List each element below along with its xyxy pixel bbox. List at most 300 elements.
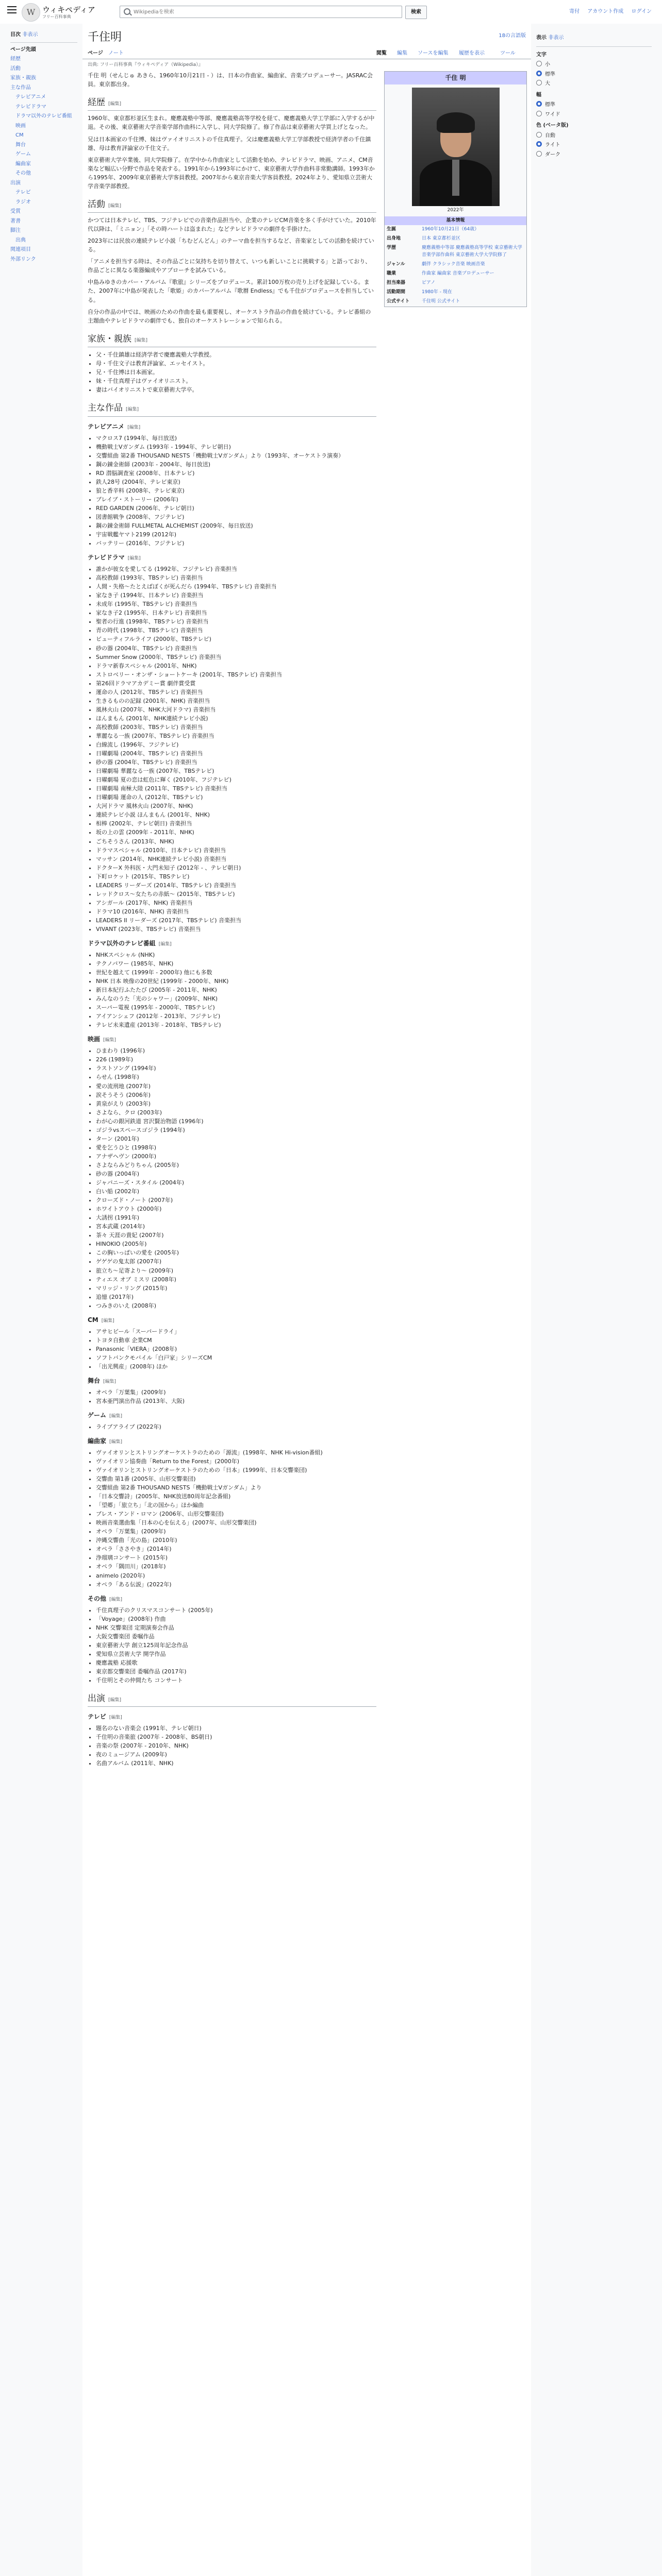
list-item: • この胸いっぱいの愛を (2005年) bbox=[96, 1248, 376, 1257]
edit-link[interactable]: [編集] bbox=[126, 407, 139, 413]
anime-list bbox=[88, 434, 376, 548]
list-item: • ヴァイオリン協奏曲「Return to the Forest」(2000年) bbox=[96, 1457, 376, 1466]
language-selector[interactable]: 18の言語版 bbox=[499, 33, 526, 39]
list-item: • さよなら、クロ (2003年) bbox=[96, 1108, 376, 1117]
subsection-cm: CM [編集] bbox=[88, 1316, 114, 1324]
list-item: • 千住明とその仲間たち コンサート bbox=[96, 1676, 376, 1685]
list-item: • 映画音楽選曲集「日本の心を伝える」(2007年、山形交響楽団) bbox=[96, 1518, 376, 1527]
stage-list bbox=[88, 1388, 376, 1405]
list-item: • ストロベリー・オンザ・ショートケーキ (2001年、TBSテレビ) 音楽担当 bbox=[96, 670, 376, 679]
appearance-heading: 表示 非表示 bbox=[536, 35, 564, 41]
subsection-anime: テレビアニメ [編集] bbox=[88, 422, 141, 430]
list-item: • LEADERS リーダーズ (2014年、TBSテレビ) 音楽担当 bbox=[96, 881, 376, 890]
list-item: • ごちそうさん (2013年、NHK) bbox=[96, 837, 376, 846]
paragraph: 2023年には民放の連続テレビ小説「ちむどんどん」のテーマ曲を担当するなど、音楽家としての活動を続けている。 bbox=[88, 238, 374, 253]
appearance-hide-button[interactable]: 非表示 bbox=[548, 35, 564, 41]
tab-page[interactable]: ページ bbox=[88, 50, 103, 56]
subsection-game: ゲーム [編集] bbox=[88, 1411, 123, 1419]
width-heading: 幅 bbox=[536, 92, 541, 98]
radio-button-icon[interactable] bbox=[536, 101, 542, 107]
list-item: • ブレイブ・ストーリー (2006年) bbox=[96, 495, 376, 504]
color-heading: 色 (ベータ版) bbox=[536, 123, 569, 128]
list-item: • 音楽の祭 (2007年 - 2010年、NHK) bbox=[96, 1741, 376, 1750]
list-item: • 砂の器 (2004年、TBSテレビ) 音楽担当 bbox=[96, 644, 376, 653]
radio-option[interactable] bbox=[536, 141, 652, 149]
article-body bbox=[88, 71, 376, 1770]
list-item: • 鋼の錬金術師 FULLMETAL ALCHEMIST (2009年、毎日放送) bbox=[96, 521, 376, 530]
paragraph: 東京藝術大学卒業後、同大学院修了。在学中から作曲家として活動を始め、テレビドラマ、映画、アニメ、CM音楽など幅広い分野で作品を発表する。1991年から1993年にかけて、東京藝術大学作曲科非常勤講師。1993年から1995年、2009年東京藝術大学客員教授。2007年から東京音楽大学客員教授。2024年より、愛知県立芸術大学音楽学部教授。 bbox=[88, 156, 375, 190]
list-item: • 日曜劇場 華麗なる一族 (2007年、TBSテレビ) bbox=[96, 767, 376, 775]
infobox-key: 活動期間 bbox=[387, 290, 406, 295]
appearance-sidebar bbox=[536, 31, 652, 160]
list-item: • 風林火山 (2007年、NHK大河ドラマ) 音楽担当 bbox=[96, 705, 376, 714]
list-item: • ヴァイオリンとストリングオーケストラのための「日本」(1999年、日本交響楽団) bbox=[96, 1466, 376, 1475]
list-item: • ティエス オブ ミスリ (2008年) bbox=[96, 1275, 376, 1284]
edit-link[interactable]: [編集] bbox=[109, 1439, 123, 1445]
list-item: • 第26回ドラマアカデミー賞 劇伴賞受賞 bbox=[96, 679, 376, 688]
infobox-key: 出身地 bbox=[387, 236, 401, 242]
paragraph: 自分の作品の中では、映画のための作曲を最も重要視し、オーケストラ作品の作曲を続けている。テレビ番組の主題曲やテレビドラマの劇伴でも、独自のオーケストレーションで知られる。 bbox=[88, 308, 371, 324]
list-item: • 浄瑠璃コンサート (2015年) bbox=[96, 1553, 376, 1562]
paragraph: 中島みゆきのカバー・アルバム『歌旅』シリーズをプロデュース。累計100万枚の売り上げを記録している。また、2007年に中島が発表した「歌姫」のカバーアルバム『歌暦 Endless』でも千住がプロデュースを担当している。 bbox=[88, 279, 374, 303]
list-item: • 家なき子2 (1995年、日本テレビ) 音楽担当 bbox=[96, 608, 376, 617]
infobox-table bbox=[385, 225, 526, 306]
drama-list bbox=[88, 565, 376, 934]
subsection-tv-other: ドラマ以外のテレビ番組 [編集] bbox=[88, 940, 172, 947]
list-item: • 「Voyage」(2008年) 作曲 bbox=[96, 1615, 376, 1623]
tab-edit-source[interactable]: ソースを編集 bbox=[418, 50, 449, 56]
list-item: • 新日本紀行ふたたび (2005年 - 2011年、NHK) bbox=[96, 986, 376, 994]
infobox-key: 担当楽器 bbox=[387, 280, 406, 286]
list-item: • クローズド・ノート (2007年) bbox=[96, 1196, 376, 1205]
list-item: • 226 (1989年) bbox=[96, 1055, 376, 1064]
main-menu-icon[interactable] bbox=[7, 6, 16, 13]
list-item: • ドラマ10 (2016年、NHK) 音楽担当 bbox=[96, 907, 376, 916]
list-item: • 日曜劇場 (2004年、TBSテレビ) 音楽担当 bbox=[96, 749, 376, 758]
toc-item[interactable]: 編曲家 bbox=[15, 161, 31, 167]
list-item: • 白い船 (2002年) bbox=[96, 1187, 376, 1196]
list-item: • 連続テレビ小説 ほんまもん (2001年、NHK) bbox=[96, 810, 376, 819]
toc-hide-button[interactable]: 非表示 bbox=[22, 32, 38, 38]
toc-item[interactable]: ページ先頭 bbox=[10, 46, 36, 53]
portrait-photo[interactable] bbox=[412, 88, 500, 206]
infobox-row bbox=[385, 269, 526, 279]
list-item: • オペラ「万葉集」(2009年) bbox=[96, 1388, 376, 1397]
list-item: • 相棒 (2002年、テレビ朝日) 音楽担当 bbox=[96, 819, 376, 828]
list-item: • 旅立ち〜足寄より〜 (2009年) bbox=[96, 1266, 376, 1275]
list-item: • 大誘拐 (1991年) bbox=[96, 1213, 376, 1222]
infobox-row bbox=[385, 279, 526, 288]
infobox-key: 学歴 bbox=[387, 245, 396, 251]
radio-option[interactable] bbox=[536, 111, 652, 119]
list-item: • テレビ未来遺産 (2013年 - 2018年、TBSテレビ) bbox=[96, 1021, 376, 1029]
main-content bbox=[82, 24, 531, 2576]
list-item: • 機動戦士Vガンダム (1993年 - 1994年、テレビ朝日) bbox=[96, 443, 376, 451]
infobox-key: ジャンル bbox=[387, 262, 405, 267]
list-item: • 未成年 (1995年、TBSテレビ) 音楽担当 bbox=[96, 600, 376, 608]
radio-option[interactable] bbox=[536, 61, 652, 69]
width-options bbox=[536, 101, 652, 118]
list-item: • 誰かが彼女を愛してる (1992年、フジテレビ) 音楽担当 bbox=[96, 565, 376, 573]
section-appearances: 出演 [編集] bbox=[88, 1692, 376, 1707]
list-item: • NHK 日本 映像の20世紀 (1999年 - 2000年、NHK) bbox=[96, 977, 376, 986]
list-item: • 名曲アルバム (2011年、NHK) bbox=[96, 1759, 376, 1768]
edit-link[interactable]: [編集] bbox=[109, 1597, 123, 1602]
search-box[interactable] bbox=[120, 6, 402, 18]
arranger-list bbox=[88, 1448, 376, 1589]
text-size-options bbox=[536, 61, 652, 88]
list-item: • 夜のミュージアム (2009年) bbox=[96, 1750, 376, 1759]
list-item: • 青の時代 (1998年、TBSテレビ) 音楽担当 bbox=[96, 626, 376, 635]
list-item: • バッテリー (2016年、フジテレビ) bbox=[96, 539, 376, 548]
paragraph: 1960年、東京都杉並区生まれ。慶應義塾中等部、慶應義塾高等学校を経て、慶應義塾大学工学部に入学するが中退。その後、東京藝術大学音楽学部作曲科に入学し、同大学院修了。修了作品は東京藝術大学買上げとなった。 bbox=[88, 115, 375, 131]
list-item: • 「望郷」「旅立ち」「北の国から」ほか編曲 bbox=[96, 1501, 376, 1510]
list-item: • アイアンシェフ (2012年 - 2013年、フジテレビ) bbox=[96, 1012, 376, 1021]
tab-edit[interactable]: 編集 bbox=[397, 50, 407, 56]
list-item: • マクロス7 (1994年、毎日放送) bbox=[96, 434, 376, 443]
list-item: • 愛を乞うひと (1998年) bbox=[96, 1143, 376, 1152]
list-item: • オペラ「ささやき」(2014年) bbox=[96, 1545, 376, 1553]
list-item: • つみきのいえ (2008年) bbox=[96, 1301, 376, 1310]
radio-option[interactable] bbox=[536, 132, 652, 140]
list-item: • 世紀を越えて (1999年 - 2000年) 他にも多数 bbox=[96, 968, 376, 977]
edit-link[interactable]: [編集] bbox=[108, 203, 122, 209]
radio-button-icon[interactable] bbox=[536, 71, 542, 76]
toc-item[interactable]: テレビ bbox=[15, 190, 31, 195]
film-list bbox=[88, 1046, 376, 1310]
list-item: • ひまわり (1996年) bbox=[96, 1046, 376, 1055]
list-item: • ブレス・アンド・ロマン (2006年、山形交響楽団) bbox=[96, 1510, 376, 1518]
list-item: • 題名のない音楽会 (1991年、テレビ朝日) bbox=[96, 1724, 376, 1733]
list-item: • 愛知県立芸術大学 開学作品 bbox=[96, 1650, 376, 1658]
color-options bbox=[536, 132, 652, 159]
radio-option[interactable] bbox=[536, 80, 652, 88]
career-text bbox=[88, 114, 376, 190]
list-item: • 宮本亜門演出作品 (2013年、大阪) bbox=[96, 1397, 376, 1405]
list-item: • 妹・千住真理子はヴァイオリニスト。 bbox=[96, 377, 376, 385]
infobox-key: 職業 bbox=[387, 271, 396, 277]
toc-sidebar bbox=[10, 31, 77, 265]
list-item: • トヨタ自動車 企業CM bbox=[96, 1336, 376, 1345]
radio-option[interactable] bbox=[536, 151, 652, 159]
list-item: • 妻はバイオリニストで東京藝術大学卒。 bbox=[96, 385, 376, 394]
search-icon bbox=[124, 8, 130, 15]
toc-item[interactable]: 活動 bbox=[10, 65, 21, 72]
radio-option[interactable] bbox=[536, 71, 652, 79]
toc-item[interactable]: ゲーム bbox=[15, 151, 31, 157]
toc-item[interactable]: ドラマ以外のテレビ番組 bbox=[15, 113, 72, 119]
list-item: • テクノパワー (1985年、NHK) bbox=[96, 959, 376, 968]
infobox-value[interactable]: 劇伴 クラシック音楽 映画音楽 bbox=[422, 262, 485, 267]
radio-button-icon[interactable] bbox=[536, 151, 542, 157]
list-item: • 高校教師 (1993年、TBSテレビ) 音楽担当 bbox=[96, 573, 376, 582]
list-item: • 鉄人28号 (2004年、テレビ東京) bbox=[96, 478, 376, 486]
donate-link[interactable]: 寄付 bbox=[569, 9, 580, 14]
edit-link[interactable]: [編集] bbox=[103, 1379, 117, 1384]
edit-link[interactable]: [編集] bbox=[109, 1413, 123, 1419]
other-list bbox=[88, 1606, 376, 1685]
toc-item[interactable]: 主な作品 bbox=[10, 84, 31, 91]
list-item: • RD 潜脳調査室 (2008年、日本テレビ) bbox=[96, 469, 376, 478]
list-item: • ゴジラvsスペースゴジラ (1994年) bbox=[96, 1126, 376, 1134]
toc-item[interactable]: 舞台 bbox=[15, 142, 26, 148]
list-item: • マッサン (2014年、NHK連続テレビ小説) 音楽担当 bbox=[96, 855, 376, 863]
radio-label: 標準 bbox=[545, 71, 555, 77]
list-item: • ビューティフルライフ (2000年、TBSテレビ) bbox=[96, 635, 376, 643]
tab-history[interactable]: 履歴を表示 bbox=[459, 50, 485, 56]
tab-talk[interactable]: ノート bbox=[108, 50, 124, 56]
list-item: • NHKスペシャル (NHK) bbox=[96, 951, 376, 959]
site-wordmark[interactable]: ウィキペディア bbox=[42, 5, 95, 14]
list-item: • 大阪交響楽団 委嘱作品 bbox=[96, 1632, 376, 1641]
section-activity: 活動 [編集] bbox=[88, 198, 376, 213]
infobox-title: 千住 明 bbox=[385, 72, 526, 84]
lead-paragraph: 千住 明（せんじゅ あきら、1960年10月21日 - ）は、日本の作曲家、編曲家、音楽プロデューサー。JASRAC会員。東京都出身。 bbox=[88, 72, 373, 88]
list-item: • 坂の上の雲 (2009年 - 2011年、NHK) bbox=[96, 828, 376, 837]
infobox-value[interactable]: 慶應義塾中等部 慶應義塾高等学校 東京藝術大学音楽学部作曲科 東京藝術大学大学院修了 bbox=[422, 245, 522, 258]
radio-button-icon[interactable] bbox=[536, 111, 542, 116]
infobox-row bbox=[385, 234, 526, 244]
radio-button-icon[interactable] bbox=[536, 132, 542, 138]
list-item: • 沖縄交響曲「光の島」(2010年) bbox=[96, 1536, 376, 1545]
list-item: • ラストソング (1994年) bbox=[96, 1064, 376, 1073]
text-size-heading: 文字 bbox=[536, 52, 547, 58]
infobox-value[interactable]: 1960年10月21日（64歳） bbox=[422, 227, 479, 232]
radio-label: 小 bbox=[545, 62, 550, 67]
edit-link[interactable]: [編集] bbox=[103, 1038, 117, 1043]
toc-item[interactable]: 出典 bbox=[15, 237, 26, 243]
list-item: • 鋼の錬金術師 (2003年 - 2004年、毎日放送) bbox=[96, 460, 376, 469]
list-item: • 図書館戦争 (2008年、フジテレビ) bbox=[96, 513, 376, 521]
list-item: • 下町ロケット (2015年、TBSテレビ) bbox=[96, 872, 376, 881]
list-item: • 交響組曲 第2番 THOUSAND NESTS「機動戦士Vガンダム」より bbox=[96, 1483, 376, 1492]
toc-item[interactable]: ラジオ bbox=[15, 199, 31, 205]
radio-option[interactable] bbox=[536, 101, 652, 109]
edit-link[interactable]: [編集] bbox=[127, 425, 141, 430]
toc-item[interactable]: 映画 bbox=[15, 123, 26, 129]
infobox-value[interactable]: 作曲家 編曲家 音楽プロデューサー bbox=[422, 271, 494, 277]
paragraph: 兄は日本画家の千住博、妹はヴァイオリニストの千住真理子。父は慶應義塾大学工学部教授で経済学者の千住鎮雄、母は教育評論家の千住文子。 bbox=[88, 135, 371, 151]
list-item: • 狼と香辛料 (2008年、テレビ東京) bbox=[96, 486, 376, 495]
list-item: • 華麗なる一族 (2007年、TBSテレビ) 音楽担当 bbox=[96, 732, 376, 740]
list-item: • 東京藝術大学 創立125周年記念作品 bbox=[96, 1641, 376, 1650]
list-item: • 砂の器 (2004年、TBSテレビ) 音楽担当 bbox=[96, 758, 376, 767]
list-item: • みんなのうた「光のシャワー」(2009年、NHK) bbox=[96, 994, 376, 1003]
list-item: • 母・千住文子は教育評論家、エッセイスト。 bbox=[96, 359, 376, 368]
radio-button-icon[interactable] bbox=[536, 80, 542, 86]
toc-item[interactable]: 家族・親族 bbox=[10, 75, 36, 81]
infobox-key: 生誕 bbox=[387, 227, 396, 232]
list-item: • 涙そうそう (2006年) bbox=[96, 1091, 376, 1099]
list-item: • VIVANT (2023年、TBSテレビ) 音楽担当 bbox=[96, 925, 376, 934]
list-item: • 「日本交響詩」(2005年、NHK放送80周年記念番組) bbox=[96, 1492, 376, 1501]
list-item: • らせん (1998年) bbox=[96, 1073, 376, 1081]
toc-list bbox=[10, 46, 77, 264]
list-item: • レッドクロス〜女たちの赤紙〜 (2015年、TBSテレビ) bbox=[96, 890, 376, 899]
toc-item[interactable]: 関連項目 bbox=[10, 247, 31, 252]
list-item: • ホワイトアウト (2000年) bbox=[96, 1205, 376, 1213]
site-tagline: フリー百科事典 bbox=[42, 14, 71, 19]
tab-tools[interactable]: ツール bbox=[500, 50, 516, 56]
radio-label: 大 bbox=[545, 81, 550, 87]
list-item: • NHK 交響楽団 定期演奏会作品 bbox=[96, 1623, 376, 1632]
section-family: 家族・親族 [編集] bbox=[88, 332, 376, 347]
list-item: • わが心の銀河鉄道 宮沢賢治物語 (1996年) bbox=[96, 1117, 376, 1126]
toc-item[interactable]: 外部リンク bbox=[10, 256, 36, 262]
edit-link[interactable]: [編集] bbox=[127, 556, 141, 562]
cm-list bbox=[88, 1327, 376, 1371]
list-item: • 宇宙戦艦ヤマト2199 (2012年) bbox=[96, 530, 376, 539]
page-tabs bbox=[82, 47, 531, 59]
subsection-tv: テレビ [編集] bbox=[88, 1713, 122, 1721]
radio-button-icon[interactable] bbox=[536, 61, 542, 66]
radio-button-icon[interactable] bbox=[536, 141, 542, 147]
infobox-row bbox=[385, 244, 526, 260]
infobox-value[interactable]: 1980年 - 現在 bbox=[422, 290, 452, 295]
site-header bbox=[0, 0, 662, 24]
list-item: • 大河ドラマ 風林火山 (2007年、NHK) bbox=[96, 802, 376, 810]
list-item: • LEADERS II リーダーズ (2017年、TBSテレビ) 音楽担当 bbox=[96, 916, 376, 925]
radio-label: ダーク bbox=[545, 151, 560, 158]
paragraph: 「アニメを担当する時は、その作品ごとに気持ちを切り替えて、いつも新しいことに挑戦する」と語っており、作品ごとに異なる楽器編成やアプローチを試みている。 bbox=[88, 258, 371, 274]
list-item: • RED GARDEN (2006年、テレビ朝日) bbox=[96, 504, 376, 513]
list-item: • ターン (2001年) bbox=[96, 1134, 376, 1143]
infobox bbox=[384, 71, 527, 307]
list-item: • 東京都交響楽団 委嘱作品 (2017年) bbox=[96, 1667, 376, 1676]
game-list bbox=[88, 1422, 376, 1431]
infobox-value[interactable]: 千住明 公式サイト bbox=[422, 298, 460, 304]
radio-label: 自動 bbox=[545, 132, 555, 139]
list-item: • アナザヘヴン (2000年) bbox=[96, 1152, 376, 1161]
toc-item[interactable]: テレビアニメ bbox=[15, 94, 46, 100]
list-item: • アサヒビール「スーパードライ」 bbox=[96, 1327, 376, 1336]
infobox-row bbox=[385, 225, 526, 234]
subsection-other: その他 [編集] bbox=[88, 1595, 123, 1602]
search-button[interactable]: 検索 bbox=[405, 6, 427, 19]
infobox-key: 公式サイト bbox=[387, 298, 410, 304]
list-item: • 宮本武蔵 (2014年) bbox=[96, 1222, 376, 1231]
section-career: 経歴 [編集] bbox=[88, 96, 376, 111]
infobox-row bbox=[385, 297, 526, 307]
list-item: • 聖者の行進 (1998年、TBSテレビ) 音楽担当 bbox=[96, 617, 376, 626]
list-item: • 家なき子 (1994年、日本テレビ) 音楽担当 bbox=[96, 591, 376, 600]
list-item: • ゲゲゲの鬼太郎 (2007年) bbox=[96, 1257, 376, 1266]
radio-label: ワイド bbox=[545, 111, 560, 117]
tv-other-list bbox=[88, 951, 376, 1029]
list-item: • スーパー電視 (1995年 - 2000年、TBSテレビ) bbox=[96, 1003, 376, 1012]
infobox-value[interactable]: ピアノ bbox=[422, 280, 436, 286]
list-item: • Panasonic「VIERA」(2008年) bbox=[96, 1345, 376, 1353]
list-item: • 高校教師 (2003年、TBSテレビ) 音楽担当 bbox=[96, 723, 376, 732]
list-item: • 人間・失格〜たとえばぼくが死んだら (1994年、TBSテレビ) 音楽担当 bbox=[96, 582, 376, 591]
page-title: 千住明 bbox=[88, 31, 122, 44]
list-item: • 白線流し (1996年、フジテレビ) bbox=[96, 740, 376, 749]
toc-item[interactable]: 脚注 bbox=[10, 228, 21, 233]
infobox-row bbox=[385, 260, 526, 269]
tv-list bbox=[88, 1724, 376, 1768]
list-item: • マリッジ・リング (2015年) bbox=[96, 1284, 376, 1293]
edit-link[interactable]: [編集] bbox=[101, 1318, 114, 1324]
list-item: • ドクターX 外科医・大門未知子 (2012年 - 、テレビ朝日) bbox=[96, 863, 376, 872]
radio-label: ライト bbox=[545, 142, 560, 148]
paragraph: かつては日本テレビ、TBS、フジテレビでの音楽作品担当や、企業のテレビCM音楽を多く手がけていた。2010年代以降は、「ミニョン」「その時ハートは盗まれた」などテレビドラマの劇伴を手掛けた。 bbox=[88, 217, 376, 233]
radio-label: 標準 bbox=[545, 102, 555, 108]
search-input[interactable] bbox=[133, 7, 382, 16]
toc-item[interactable]: 著書 bbox=[10, 218, 21, 224]
list-item: • Summer Snow (2000年、TBSテレビ) 音楽担当 bbox=[96, 653, 376, 662]
subsection-arranger: 編曲家 [編集] bbox=[88, 1437, 123, 1445]
list-item: • HINOKIO (2005年) bbox=[96, 1240, 376, 1248]
edit-link[interactable]: [編集] bbox=[108, 1697, 122, 1703]
list-item: • 交響組曲 第2番 THOUSAND NESTS「機動戦士Vガンダム」より（1993年、オーケストラ演奏） bbox=[96, 451, 376, 460]
list-item: • 愛の流刑地 (2007年) bbox=[96, 1082, 376, 1091]
family-list bbox=[88, 350, 376, 394]
list-item: • 「出光興産」(2008年) ほか bbox=[96, 1362, 376, 1371]
subsection-stage: 舞台 [編集] bbox=[88, 1377, 117, 1384]
toc-heading: 目次 非表示 bbox=[10, 32, 38, 38]
list-item: • オペラ「ある伝説」(2022年) bbox=[96, 1580, 376, 1589]
page-source-note: 出典: フリー百科事典『ウィキペディア（Wikipedia）』 bbox=[88, 62, 203, 67]
toc-item[interactable]: CM bbox=[15, 132, 24, 138]
list-item: • オペラ「隅田川」(2018年) bbox=[96, 1562, 376, 1571]
list-item: • さよならみどりちゃん (2005年) bbox=[96, 1161, 376, 1170]
toc-item[interactable]: その他 bbox=[15, 171, 31, 176]
activity-text bbox=[88, 216, 376, 325]
edit-link[interactable]: [編集] bbox=[158, 942, 172, 947]
personal-tools bbox=[563, 8, 652, 16]
list-item: • 茶々 天涯の貴妃 (2007年) bbox=[96, 1231, 376, 1240]
toc-item[interactable]: テレビドラマ bbox=[15, 104, 46, 110]
subsection-film: 映画 [編集] bbox=[88, 1036, 117, 1043]
list-item: • オペラ「万葉集」(2009年) bbox=[96, 1527, 376, 1536]
infobox-value[interactable]: 日本 東京都杉並区 bbox=[422, 236, 460, 242]
wikipedia-logo[interactable]: W bbox=[22, 3, 40, 22]
list-item: • アシガール (2017年、NHK) 音楽担当 bbox=[96, 899, 376, 907]
list-item: • 日曜劇場 南極大陸 (2011年、TBSテレビ) 音楽担当 bbox=[96, 784, 376, 793]
list-item: • 父・千住鎮雄は経済学者で慶應義塾大学教授。 bbox=[96, 350, 376, 359]
list-item: • 兄・千住博は日本画家。 bbox=[96, 368, 376, 377]
list-item: • ライブアライブ (2022年) bbox=[96, 1422, 376, 1431]
list-item: • ジャパニーズ・スタイル (2004年) bbox=[96, 1178, 376, 1187]
list-item: • 日曜劇場 運命の人 (2012年、TBSテレビ) bbox=[96, 793, 376, 802]
create-account-link[interactable]: アカウント作成 bbox=[587, 9, 624, 14]
list-item: • 黄泉がえり (2003年) bbox=[96, 1099, 376, 1108]
infobox-section-header: 基本情報 bbox=[385, 216, 526, 226]
section-works: 主な作品 [編集] bbox=[88, 401, 376, 416]
photo-caption: 2022年 bbox=[447, 207, 464, 213]
toc-item[interactable]: 経歴 bbox=[10, 56, 21, 62]
edit-link[interactable]: [編集] bbox=[109, 1715, 122, 1721]
list-item: • 千住明の音楽旅 (2007年 - 2008年、BS朝日) bbox=[96, 1733, 376, 1741]
list-item: • ほんまもん (2001年、NHK連続テレビ小説) bbox=[96, 714, 376, 723]
login-link[interactable]: ログイン bbox=[631, 9, 652, 14]
list-item: • 千住真理子のクリスマスコンサート (2005年) bbox=[96, 1606, 376, 1615]
edit-link[interactable]: [編集] bbox=[108, 101, 122, 107]
list-item: • 運命の人 (2012年、TBSテレビ) 音楽担当 bbox=[96, 688, 376, 697]
list-item: • ドラマスペシャル (2010年、日本テレビ) 音楽担当 bbox=[96, 846, 376, 855]
list-item: • 慶應義塾 応援歌 bbox=[96, 1658, 376, 1667]
subsection-drama: テレビドラマ [編集] bbox=[88, 554, 141, 562]
tab-read[interactable]: 閲覧 bbox=[376, 50, 387, 56]
list-item: • ソフトバンクモバイル「白戸家」シリーズCM bbox=[96, 1353, 376, 1362]
list-item: • 交響曲 第1番 (2005年、山形交響楽団) bbox=[96, 1475, 376, 1483]
list-item: • ヴァイオリンとストリングオーケストラのための「源流」(1998年、NHK Hi-vision番組) bbox=[96, 1448, 376, 1457]
toc-item[interactable]: 出演 bbox=[10, 180, 21, 186]
infobox-row bbox=[385, 288, 526, 297]
edit-link[interactable]: [編集] bbox=[135, 337, 148, 343]
list-item: • animelo (2020年) bbox=[96, 1571, 376, 1580]
toc-item[interactable]: 受賞 bbox=[10, 209, 21, 214]
